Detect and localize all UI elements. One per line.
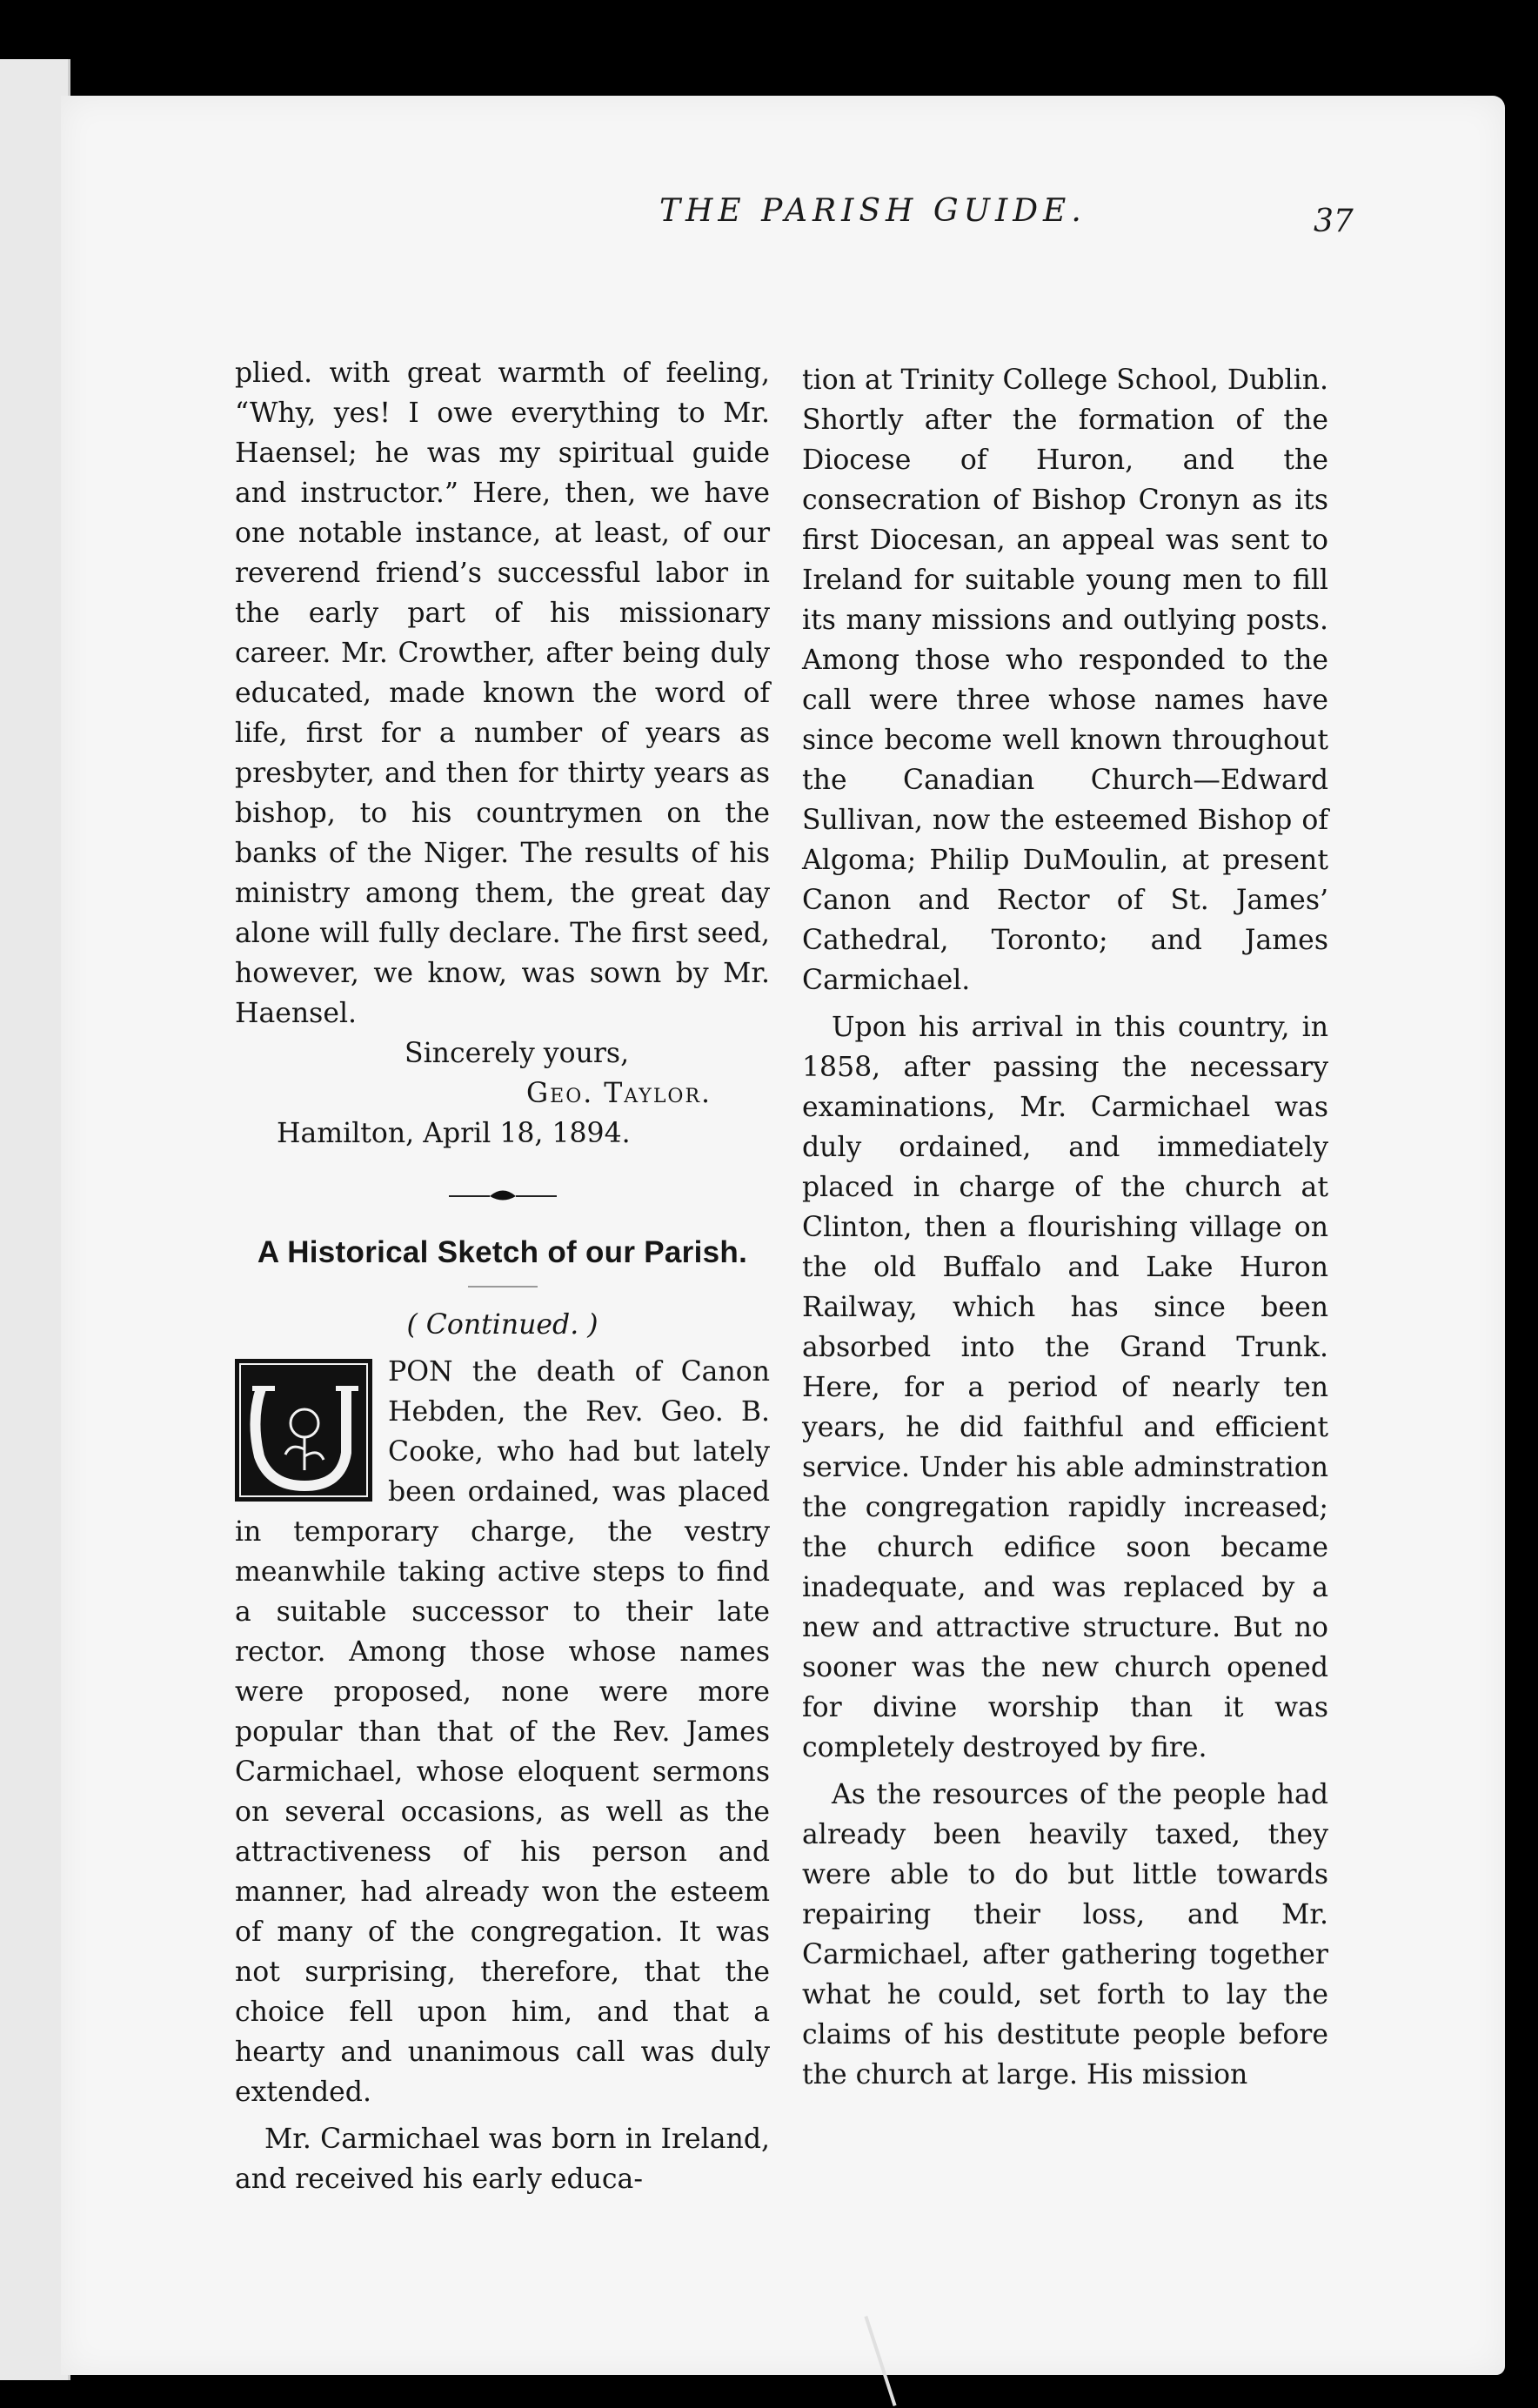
adjacent-page-edge: [0, 59, 70, 2380]
title-rule: [468, 1286, 538, 1288]
paragraph: Upon his arrival in this country, in 1858, after passing the necessary examinations, Mr. Carmichael was duly ordained, and immediately placed in charge of the church at Clinton, then a flourishing village on the old Buffalo and Lake Huron Railway, which has since been absorbed into the Grand Trunk. Here, for a period of nearly ten years, he did faithful and efficient service. Under his able adminstration the congregation rapidly increased; the church edifice soon became inadequate, and was replaced by a new and attractive structure. But no sooner was the new church opened for divine worship than it was completely destroyed by fire.: [802, 1012, 1328, 1763]
continued-note: ( Continued. ): [406, 1309, 598, 1341]
paragraph-text: PON the death of Canon Hebden, the Rev. Geo. B. Cooke, who had but lately been ordained, was placed in temporary charge, the vestry meanwhile taking active steps to find a suitable successor to their late rector. Among those whose names were proposed, none were more popular than that of the Rev. James Carmichael, whose eloquent sermons on several occasions, as well as the attractiveness of his person and manner, had already won the esteem of many of the congregation. It was not surprising, therefore, that the choice fell upon him, and that a hearty and unanimous call was duly extended.: [235, 1356, 770, 2108]
letter-signature: Geo. Taylor.: [526, 1078, 712, 1109]
floral-initial-icon: [235, 1359, 372, 1502]
running-title: THE PARISH GUIDE.: [659, 193, 1087, 229]
left-column: [235, 353, 770, 2199]
letter-text: plied. with great warmth of feeling, “Why, yes! I owe everything to Mr. Haensel; he was my spiritual guide and instructor.” Here, then, we have one notable instance, at least, of our reverend friend’s successful labor in the early part of his missionary career. Mr. Crowther, after being duly educated, made known the word of life, first for a number of years as presbyter, and then for thirty years as bishop, to his countrymen on the banks of the Niger. The results of his ministry among them, the great day alone will fully declare. The first seed, however, we know, was sown by Mr. Haensel.: [235, 358, 770, 1029]
paragraph: [235, 1352, 770, 2112]
right-column: [802, 360, 1328, 2095]
ornament-divider: [442, 1183, 564, 1209]
letter-closing: Sincerely yours,: [405, 1038, 630, 1069]
paragraph: tion at Trinity College School, Dublin. Shortly after the formation of the Diocese of Huron, and the consecration of Bishop Cronyn as its first Diocesan, an appeal was sent to Ireland for suitable young men to fill its many missions and outlying posts. Among those who responded to the call were three whose names have since become well known throughout the Canadian Church—Edward Sullivan, now the esteemed Bishop of Algoma; Philip DuMoulin, at present Canon and Rector of St. James’ Cathedral, Toronto; and James Carmichael.: [802, 365, 1328, 996]
page-number: 37: [1314, 204, 1354, 239]
decorative-initial: [235, 1359, 372, 1502]
paragraph: As the resources of the people had already been heavily taxed, they were able to do but little towards repairing their loss, and Mr. Carmichael, after gathering together what he could, set forth to lay the claims of his destitute people before the church at large. His mission: [802, 1779, 1328, 2090]
paragraph: Mr. Carmichael was born in Ireland, and received his early educa-: [235, 2124, 770, 2195]
section-title: A Historical Sketch of our Parish.: [257, 1235, 748, 1269]
letter-place-date: Hamilton, April 18, 1894.: [277, 1118, 631, 1149]
